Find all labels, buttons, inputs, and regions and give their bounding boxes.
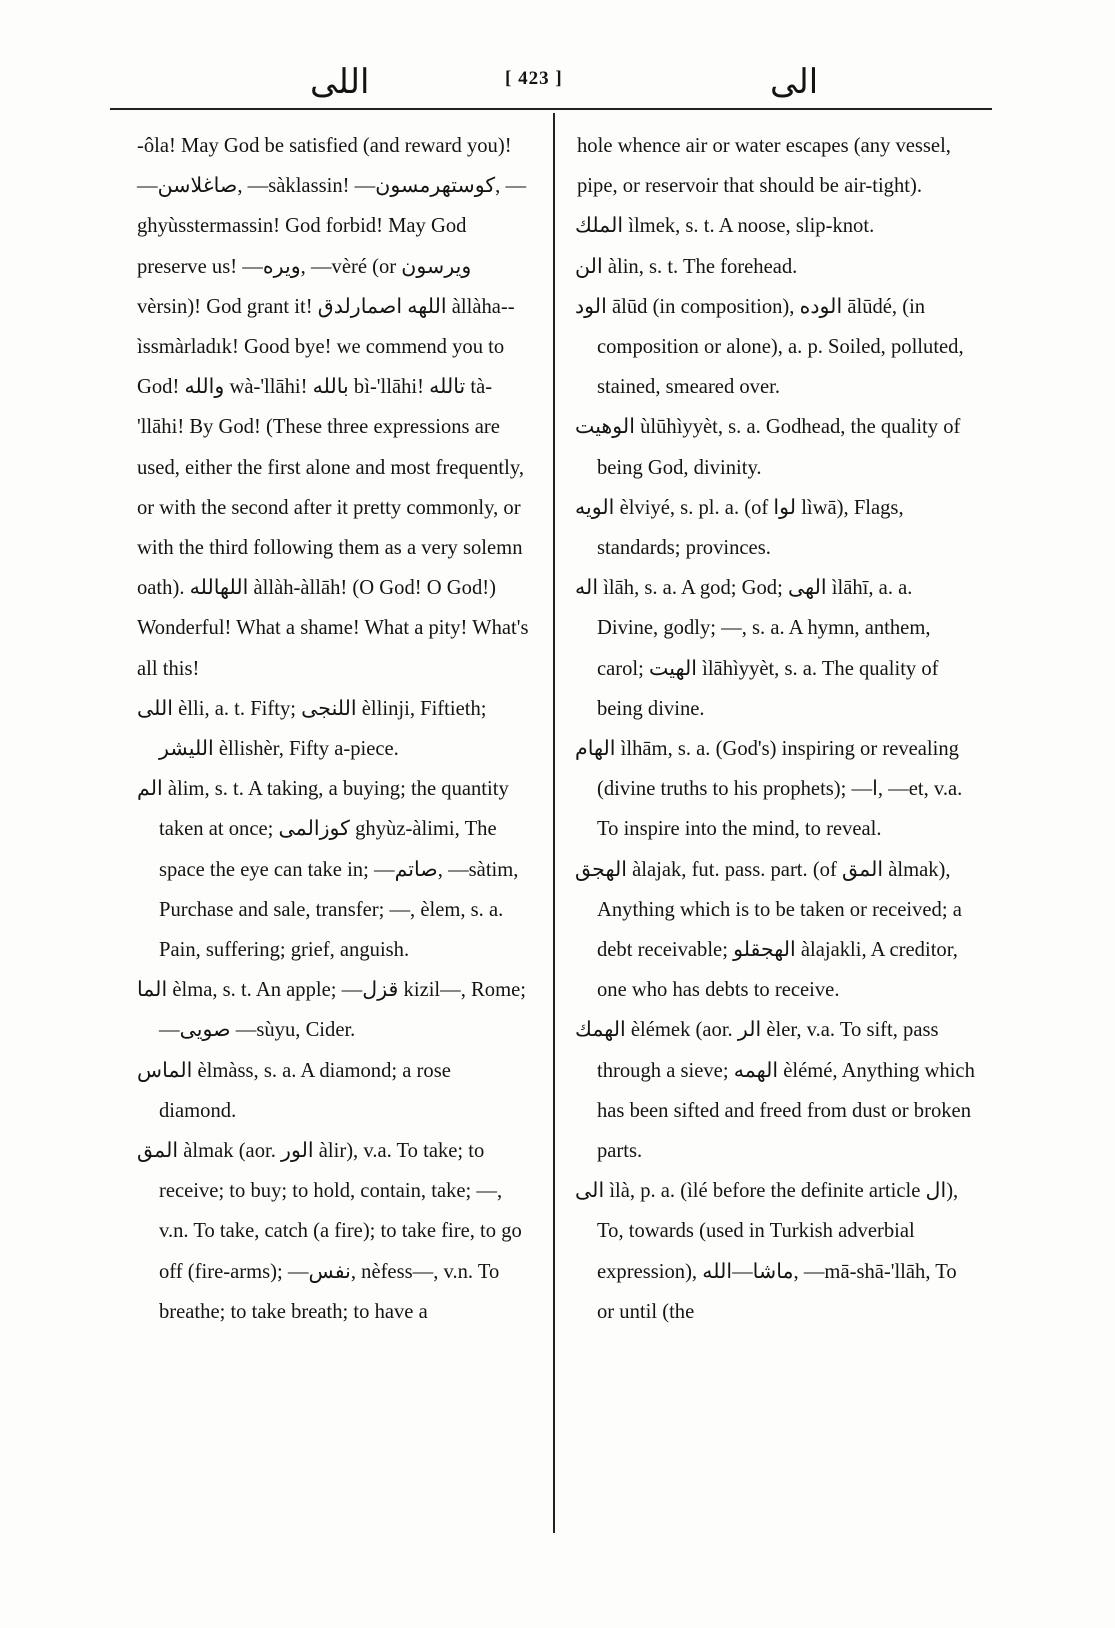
dictionary-entry: hole whence air or water escapes (any vessel, pipe, or reservoir that should be air-tight). <box>577 135 951 198</box>
dictionary-entry: اله ìlāh, s. a. A god; God; الهی ìlāhī, a. a. Divine, godly; —, s. a. A hymn, anthem, carol; الهیت ìlāhìyyèt, s. a. The quality of being divine. <box>575 577 939 720</box>
dictionary-entry: الهجق àlajak, fut. pass. part. (of المق àlmak), Anything which is to be taken or received; a debt receivable; الهجقلو àlajakli, A creditor, one who has debts to receive. <box>575 858 962 1002</box>
dictionary-entry: -ôla! May God be satisfied (and reward you)! —صاغلاسن, —sàklassin! —كوستهرمسون, —ghyùsstermassin! God forbid! May God preserve us! —ويره, —vèré (or ويرسون vèrsin)! God grant it! اللهه اصمارلدق àllàha--ìssmàrladık! Good bye! we commend you to God! والله wà-'llāhi! بالله bì-'llāhi! تالله tà-'llāhi! By God! (These three expressions are used, either the first alone and most frequently, or with the second after it pretty commonly, or with the third following them as a very solemn oath). اللهالله àllàh-àllāh! (O God! O God!) Wonderful! What a shame! What a pity! What's all this! <box>137 135 529 680</box>
dictionary-entry: الما èlma, s. t. An apple; —قزل kizil—, Rome; —صویی —sùyu, Cider. <box>137 979 526 1042</box>
dictionary-entry: الم àlim, s. t. A taking, a buying; the quantity taken at once; كوزالمی ghyùz-àlimi, The space the eye can take in; —صاتم, —sàtim, Purchase and sale, transfer; —, èlem, s. a. Pain, suffering; grief, anguish. <box>137 778 519 962</box>
right-column <box>575 126 975 1332</box>
header-rule <box>110 108 992 110</box>
dictionary-entry: الی ìlà, p. a. (ìlé before the definite article ال), To, towards (used in Turkish adverbial expression), ماشا—الله, —mā-shā-'llāh, To or until (the <box>575 1180 959 1323</box>
dictionary-entry: اللی èlli, a. t. Fifty; اللنجی èllinji, Fiftieth; اللیشر èllishèr, Fifty a-piece. <box>137 697 487 761</box>
dictionary-entry: الویه èlviyé, s. pl. a. (of لوا lìwā), Flags, standards; provinces. <box>575 496 904 560</box>
left-column <box>137 126 532 1332</box>
dictionary-entry: المق àlmak (aor. الور àlir), v.a. To take; to receive; to buy; to hold, contain, take; —, v.n. To take, catch (a fire); to take fire, to go off (fire-arms); —نفس, nèfess—, v.n. To breathe; to take breath; to have a <box>137 1140 522 1323</box>
column-divider <box>553 113 555 1533</box>
dictionary-entry: الملك ìlmek, s. t. A noose, slip-knot. <box>575 215 875 238</box>
dictionary-entry: الهمك èlémek (aor. الر èler, v.a. To sift, pass through a sieve; الهمه èlémé, Anything which has been sifted and freed from dust or broken parts. <box>575 1019 975 1163</box>
dictionary-entry: الود ālūd (in composition), الوده ālūdé, (in composition or alone), a. p. Soiled, polluted, stained, smeared over. <box>575 295 964 399</box>
page-number: [ 423 ] <box>505 68 563 89</box>
page-header <box>110 60 990 110</box>
dictionary-entry: الوهیت ùlūhìyyèt, s. a. Godhead, the quality of being God, divinity. <box>575 416 961 479</box>
dictionary-entry: الن àlin, s. t. The forehead. <box>575 255 798 278</box>
dictionary-entry: الهام ìlhām, s. a. (God's) inspiring or revealing (divine truths to his prophets); —ا, —et, v.a. To inspire into the mind, to reveal. <box>575 738 963 841</box>
dictionary-entry: الماس èlmàss, s. a. A diamond; a rose diamond. <box>137 1059 451 1122</box>
running-head-left: اللی <box>310 64 370 101</box>
running-head-right: الی <box>770 64 819 101</box>
